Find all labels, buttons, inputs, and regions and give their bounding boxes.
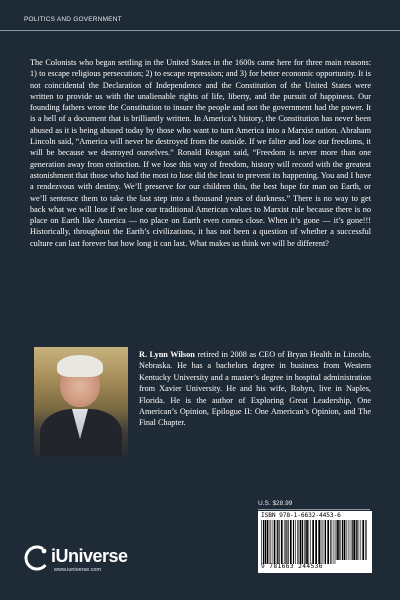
isbn-barcode [258, 511, 372, 573]
header-divider [0, 30, 400, 31]
author-name: R. Lynn Wilson [139, 350, 195, 359]
barcode-bar [272, 520, 273, 564]
barcode-bar [288, 520, 289, 564]
barcode-bar [322, 520, 323, 564]
isbn-number: ISBN 978-1-6632-4453-6 [261, 512, 341, 519]
barcode-bar [333, 520, 334, 564]
barcode-bar [278, 520, 279, 564]
barcode-bar [286, 520, 287, 564]
barcode-bar [309, 520, 310, 564]
barcode-bar [261, 520, 262, 564]
barcode-bar [339, 520, 340, 560]
barcode-bar [365, 520, 366, 560]
author-photo [34, 347, 128, 457]
barcode-bar [344, 520, 346, 560]
barcode-bar [277, 520, 278, 564]
barcode-bar [304, 520, 305, 564]
barcode-bar [359, 520, 360, 560]
ean-digits: 9 781663 244536 [261, 563, 323, 570]
barcode-bar [342, 520, 343, 560]
barcode-bar [290, 520, 292, 564]
barcode-bar [327, 520, 329, 564]
barcode-bar [306, 520, 308, 564]
barcode-bar [336, 520, 337, 560]
barcode-bar [337, 520, 339, 560]
back-cover-blurb: The Colonists who began settling in the United States in the 1600s came here for three main reasons: 1) to escape religious persecution; 2) to escape repression; and 3) for better economic opportunity. It is not coincidental the Declaration of Independence and the Constitution of the United States were written to provide us with the unalienable rights of life, liberty, and the pursuit of happiness. Our founding fathers wrote the Constitution to insure the people and not the government had the power. It is a hell of a document that is brilliantly written. In America’s history, the Constitution has never been abused as it is being abused today by those who want to turn America into a Marxist nation. Abraham Lincoln said, “America will never be destroyed from the outside. If we falter and lose our freedoms, it will be because we destroyed ourselves.” Ronald Reagan said, “Freedom is never more than one generation away from extinction. If we lose this way of freedom, history will record with the greatest astonishment that those who had the most to lose did the least to prevent its happening. You and I have a rendezvous with destiny. We’ll preserve for our children this, the best hope for man on Earth, or we’ll sentence them to take the last step into a thousand years of darkness.” There is no way to get back what we will lose if we lose our traditional American values to Marxist rule because there is no place on Earth like America — no place on Earth even comes close. When it’s gone — it’s gone!!! Historically, throughout the Earth’s civilizations, it has not been a question of whether a successful culture can last forever but how long it can last. What makes us think we will be different? [30, 58, 371, 248]
barcode-bar [297, 520, 298, 564]
barcode-bar [299, 520, 300, 564]
category-label: POLITICS AND GOVERNMENT [24, 16, 122, 23]
barcode-bar [353, 520, 355, 560]
barcode-bar [300, 520, 302, 564]
barcode-bar [274, 520, 276, 564]
barcode-bar [285, 520, 286, 564]
price-divider [258, 509, 370, 510]
barcode-bars [261, 520, 369, 564]
barcode-bar [357, 520, 358, 560]
price-label: U.S. $28.99 [258, 500, 293, 507]
publisher-url: www.iuniverse.com [54, 567, 102, 573]
publisher-name: iUniverse [51, 546, 128, 566]
barcode-bar [321, 520, 322, 564]
barcode-bar [293, 520, 294, 564]
barcode-bar [352, 520, 353, 560]
barcode-bar [324, 520, 325, 564]
barcode-bar [318, 520, 320, 564]
barcode-bar [295, 520, 296, 564]
author-bio-text: retired in 2008 as CEO of Bryan Health in Lincoln, Nebraska. He has a bachelors degree in business from Western Kentucky University and a master’s degree in hospital administration from Xavier University. He and his wife, Robyn, live in Naples, Florida. He is the author of Exploring Great Leadership, One American’s Opinion, Epilogue II: One American’s Opinion, and The Final Chapter. [139, 350, 371, 428]
barcode-bar [281, 520, 283, 564]
barcode-bar [346, 520, 347, 560]
barcode-bar [335, 520, 336, 564]
barcode-bar [270, 520, 271, 564]
barcode-bar [361, 520, 362, 560]
barcode-bar [330, 520, 331, 564]
barcode-bar [284, 520, 285, 564]
barcode-bar [310, 520, 311, 564]
barcode-bar [356, 520, 357, 560]
author-photo-hair [57, 355, 103, 377]
barcode-bar [267, 520, 268, 564]
barcode-bar [312, 520, 314, 564]
barcode-bar [315, 520, 317, 564]
barcode-bar [269, 520, 270, 564]
barcode-bar [325, 520, 326, 564]
author-bio [139, 349, 371, 429]
barcode-bar [302, 520, 303, 564]
barcode-bar [348, 520, 349, 560]
barcode-bar [263, 520, 264, 564]
barcode-bar [362, 520, 364, 560]
barcode-bar [265, 520, 267, 564]
iuniverse-swoosh-icon [24, 545, 50, 571]
publisher-logo [24, 545, 144, 575]
barcode-bar [350, 520, 351, 560]
